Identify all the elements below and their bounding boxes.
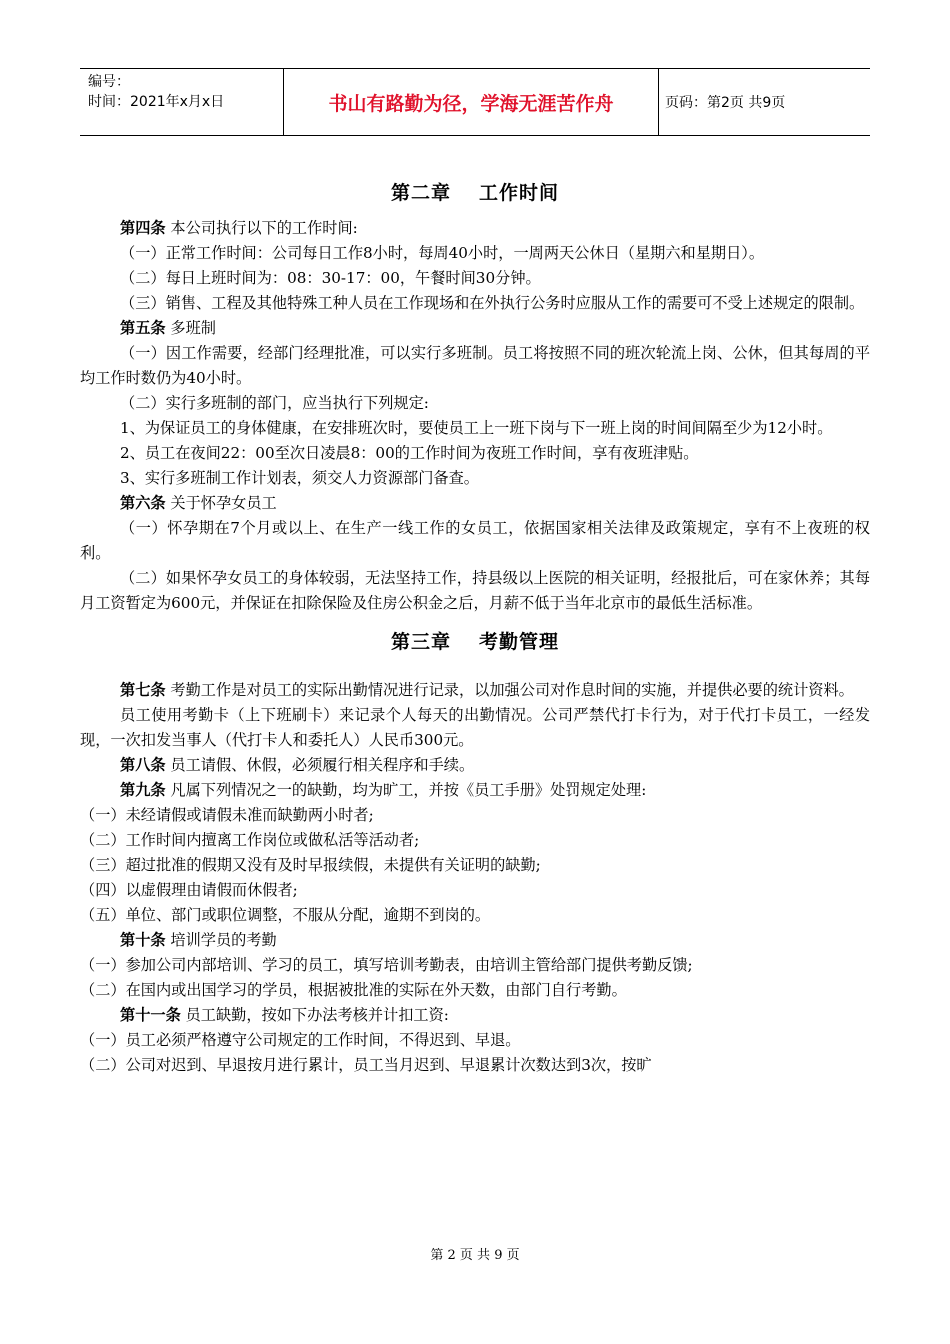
article-9-label: 第九条: [120, 781, 166, 799]
paragraph: （一）未经请假或请假未准而缺勤两小时者;: [80, 806, 374, 824]
paragraph: （四）以虚假理由请假而休假者;: [80, 881, 298, 899]
paragraph: （一）怀孕期在7个月或以上、在生产一线工作的女员工，依据国家相关法律及政策规定，享有不上夜班的权利。: [80, 519, 870, 562]
article-11-label: 第十一条: [120, 1006, 181, 1024]
chapter-3-number: 第三章: [390, 631, 451, 653]
article-8-text: 员工请假、休假，必须履行相关程序和手续。: [165, 756, 475, 774]
paragraph: （五）单位、部门或职位调整，不服从分配，逾期不到岗的。: [80, 906, 491, 924]
article-5-label: 第五条: [120, 319, 166, 337]
paragraph: （一）正常工作时间：公司每日工作8小时，每周40小时，一周两天公休日（星期六和星期日）。: [120, 244, 765, 262]
page-footer: 第 2 页 共 9 页: [430, 1248, 520, 1263]
paragraph: （二）工作时间内擅离工作岗位或做私活等活动者;: [80, 831, 420, 849]
article-8-label: 第八条: [120, 756, 166, 774]
paragraph: （二）在国内或出国学习的学员，根据被批准的实际在外天数，由部门自行考勤。: [80, 981, 627, 999]
chapter-3-name: 考勤管理: [479, 631, 560, 653]
paragraph: （一）因工作需要，经部门经理批准，可以实行多班制。员工将按照不同的班次轮流上岗、公休，但其每周的平均工作时数仍为40小时。: [80, 344, 870, 387]
article-5-text: 多班制: [165, 319, 216, 337]
document-number-label: 编号：: [88, 74, 130, 90]
chapter-3-title: [80, 620, 870, 664]
article-7-text: 考勤工作是对员工的实际出勤情况进行记录，以加强公司对作息时间的实施，并提供必要的统计资料。: [165, 681, 854, 699]
chapter-2-title: [80, 170, 870, 216]
article-7-label: 第七条: [120, 681, 166, 699]
article-4-text: 本公司执行以下的工作时间:: [165, 219, 358, 237]
paragraph: （二）每日上班时间为：08：30-17：00，午餐时间30分钟。: [120, 269, 541, 287]
article-11-text: 员工缺勤，按如下办法考核并计扣工资:: [180, 1006, 449, 1024]
article-9-text: 凡属下列情况之一的缺勤，均为旷工，并按《员工手册》处罚规定处理:: [165, 781, 647, 799]
header-motto: 书山有路勤为径，学海无涯苦作舟: [283, 69, 659, 135]
chapter-2-name: 工作时间: [479, 182, 560, 204]
document-date-label: 时间：2021年x月x日: [88, 94, 225, 110]
paragraph: （二）实行多班制的部门，应当执行下列规定:: [120, 394, 429, 412]
paragraph: （一）参加公司内部培训、学习的员工，填写培训考勤表，由培训主管给部门提供考勤反馈;: [80, 956, 693, 974]
header-meta: [80, 69, 283, 135]
article-6-heading: [80, 491, 870, 516]
article-4-heading: [80, 216, 870, 241]
paragraph: 2、员工在夜间22：00至次日凌晨8：00的工作时间为夜班工作时间，享有夜班津贴。: [120, 444, 699, 462]
article-10-label: 第十条: [120, 931, 166, 949]
header-page-info: 页码：第2页 共9页: [665, 95, 786, 111]
article-6-text: 关于怀孕女员工: [165, 494, 277, 512]
paragraph: （二）公司对迟到、早退按月进行累计，员工当月迟到、早退累计次数达到3次，按旷: [80, 1056, 652, 1074]
paragraph: （三）超过批准的假期又没有及时早报续假，未提供有关证明的缺勤;: [80, 856, 541, 874]
article-9-heading: [80, 778, 870, 803]
chapter-2-number: 第二章: [390, 182, 451, 204]
article-6-label: 第六条: [120, 494, 166, 512]
paragraph: （二）如果怀孕女员工的身体较弱，无法坚持工作，持县级以上医院的相关证明，经报批后，可在家休养；其每月工资暂定为600元，并保证在扣除保险及住房公积金之后，月薪不低于当年北京市的最低生活标准。: [80, 569, 870, 612]
paragraph: 3、实行多班制工作计划表，须交人力资源部门备查。: [120, 469, 479, 487]
article-10-heading: [80, 928, 870, 953]
article-4-label: 第四条: [120, 219, 166, 237]
article-5-heading: [80, 316, 870, 341]
article-7-heading: [80, 678, 870, 703]
paragraph: 1、为保证员工的身体健康，在安排班次时，要使员工上一班下岗与下一班上岗的时间间隔至少为12小时。: [120, 419, 833, 437]
article-11-heading: [80, 1003, 870, 1028]
article-10-text: 培训学员的考勤: [165, 931, 277, 949]
paragraph: 员工使用考勤卡（上下班刷卡）来记录个人每天的出勤情况。公司严禁代打卡行为，对于代打卡员工，一经发现，一次扣发当事人（代打卡人和委托人）人民币300元。: [80, 706, 870, 749]
paragraph: （三）销售、工程及其他特殊工种人员在工作现场和在外执行公务时应服从工作的需要可不受上述规定的限制。: [120, 294, 865, 312]
article-8-heading: [80, 753, 870, 778]
document-header: [80, 68, 870, 136]
paragraph: （一）员工必须严格遵守公司规定的工作时间，不得迟到、早退。: [80, 1031, 521, 1049]
document-body: [80, 170, 870, 1078]
